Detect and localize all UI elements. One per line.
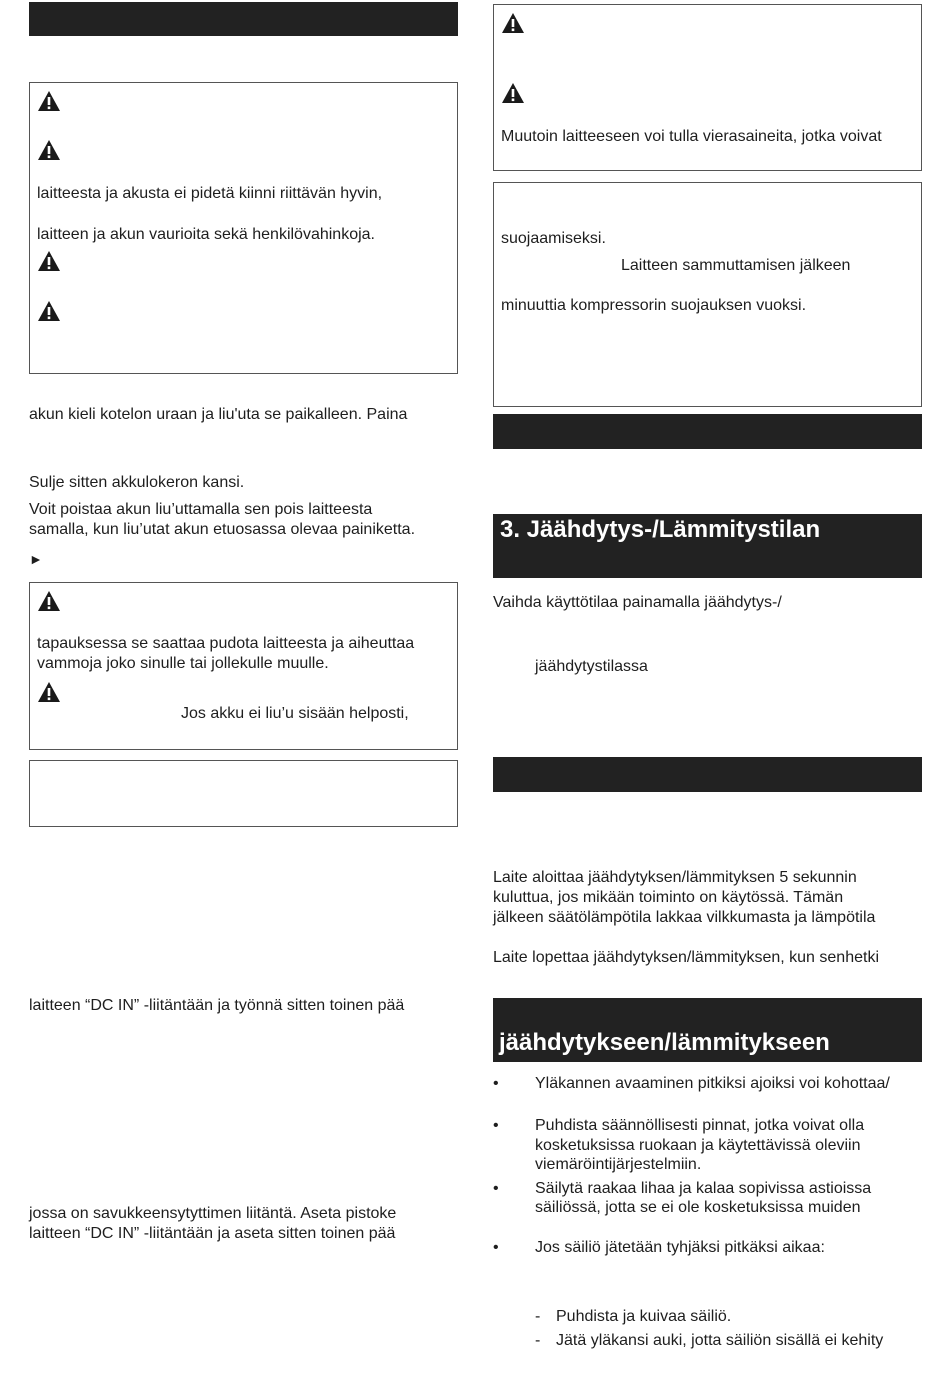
bullet-marker: • [493, 1239, 499, 1256]
section-title-5: jäähdytykseen/lämmitykseen [499, 1029, 830, 1056]
warning-icon [501, 82, 525, 104]
warning-icon [37, 90, 61, 112]
body-text: jäähdytystilassa [535, 658, 648, 675]
note-text: Laitteen sammuttamisen jälkeen [621, 257, 851, 274]
body-text: Sulje sitten akkulokeron kansi. [29, 474, 245, 491]
warning-text: Jos akku ei liu’u sisään helposti, [181, 705, 409, 722]
warning-icon [37, 139, 61, 161]
warning-icon [37, 250, 61, 272]
body-text: Vaihda käyttötilaa painamalla jäähdytys-/ [493, 594, 782, 611]
section-header-bar-2 [493, 414, 922, 449]
dash-marker: - [535, 1308, 541, 1325]
body-text: akun kieli kotelon uraan ja liu'uta se paikalleen. Paina [29, 406, 408, 423]
warning-text: laitteen ja akun vaurioita sekä henkilövahinkoja. [37, 226, 375, 243]
bullet-marker: • [493, 1075, 499, 1092]
warning-icon [501, 12, 525, 34]
bullet-marker: • [493, 1180, 499, 1197]
note-text: minuuttia kompressorin suojauksen vuoksi. [501, 297, 807, 314]
bullet-text: Säilytä raakaa lihaa ja kalaa sopivissa astioissa [535, 1180, 872, 1197]
body-text: laitteen “DC IN” -liitäntään ja työnnä sitten toinen pää [29, 997, 405, 1014]
bullet-text: Puhdista säännöllisesti pinnat, jotka voivat olla [535, 1117, 865, 1134]
warning-icon [37, 300, 61, 322]
bullet-text: kosketuksissa ruokaan ja käytettävissä oleviin [535, 1137, 861, 1154]
warning-icon [37, 590, 61, 612]
dash-text: Puhdista ja kuivaa säiliö. [556, 1308, 732, 1325]
section-header-bar-1 [29, 2, 458, 36]
warning-icon [37, 681, 61, 703]
arrow-marker: ► [29, 551, 43, 567]
warning-text: laitteesta ja akusta ei pidetä kiinni riittävän hyvin, [37, 185, 383, 202]
section-title-3: 3. Jäähdytys-/Lämmitystilan [500, 516, 821, 543]
bullet-marker: • [493, 1117, 499, 1134]
note-box-2 [493, 182, 922, 407]
bullet-text: säiliössä, jotta se ei ole kosketuksissa muiden [535, 1199, 861, 1216]
body-text: jälkeen säätölämpötila lakkaa vilkkumasta ja lämpötila [493, 909, 876, 926]
body-text: Voit poistaa akun liu’uttamalla sen pois laitteesta [29, 501, 373, 518]
body-text: Laite lopettaa jäähdytyksen/lämmityksen, kun senhetki [493, 949, 879, 966]
body-text: samalla, kun liu’utat akun etuosassa olevaa painiketta. [29, 521, 416, 538]
note-text: suojaamiseksi. [501, 230, 606, 247]
section-header-bar-4 [493, 757, 922, 792]
body-text: Laite aloittaa jäähdytyksen/lämmityksen 5 sekunnin [493, 869, 857, 886]
warning-text: Muutoin laitteeseen voi tulla vierasaineita, jotka voivat [501, 128, 882, 145]
bullet-text: Yläkannen avaaminen pitkiksi ajoiksi voi kohottaa/ [535, 1075, 890, 1092]
bullet-text: viemäröintijärjestelmiin. [535, 1156, 702, 1173]
warning-text: vammoja joko sinulle tai jollekulle muulle. [37, 655, 329, 672]
body-text: jossa on savukkeensytyttimen liitäntä. Aseta pistoke [29, 1205, 397, 1222]
bullet-text: Jos säiliö jätetään tyhjäksi pitkäksi aikaa: [535, 1239, 825, 1256]
warning-text: tapauksessa se saattaa pudota laitteesta ja aiheuttaa [37, 635, 415, 652]
body-text: kuluttua, jos mikään toiminto on käytössä. Tämän [493, 889, 844, 906]
dash-text: Jätä yläkansi auki, jotta säiliön sisällä ei kehity [556, 1332, 884, 1349]
note-box [29, 760, 458, 827]
body-text: laitteen “DC IN” -liitäntään ja aseta sitten toinen pää [29, 1225, 396, 1242]
dash-marker: - [535, 1332, 541, 1349]
